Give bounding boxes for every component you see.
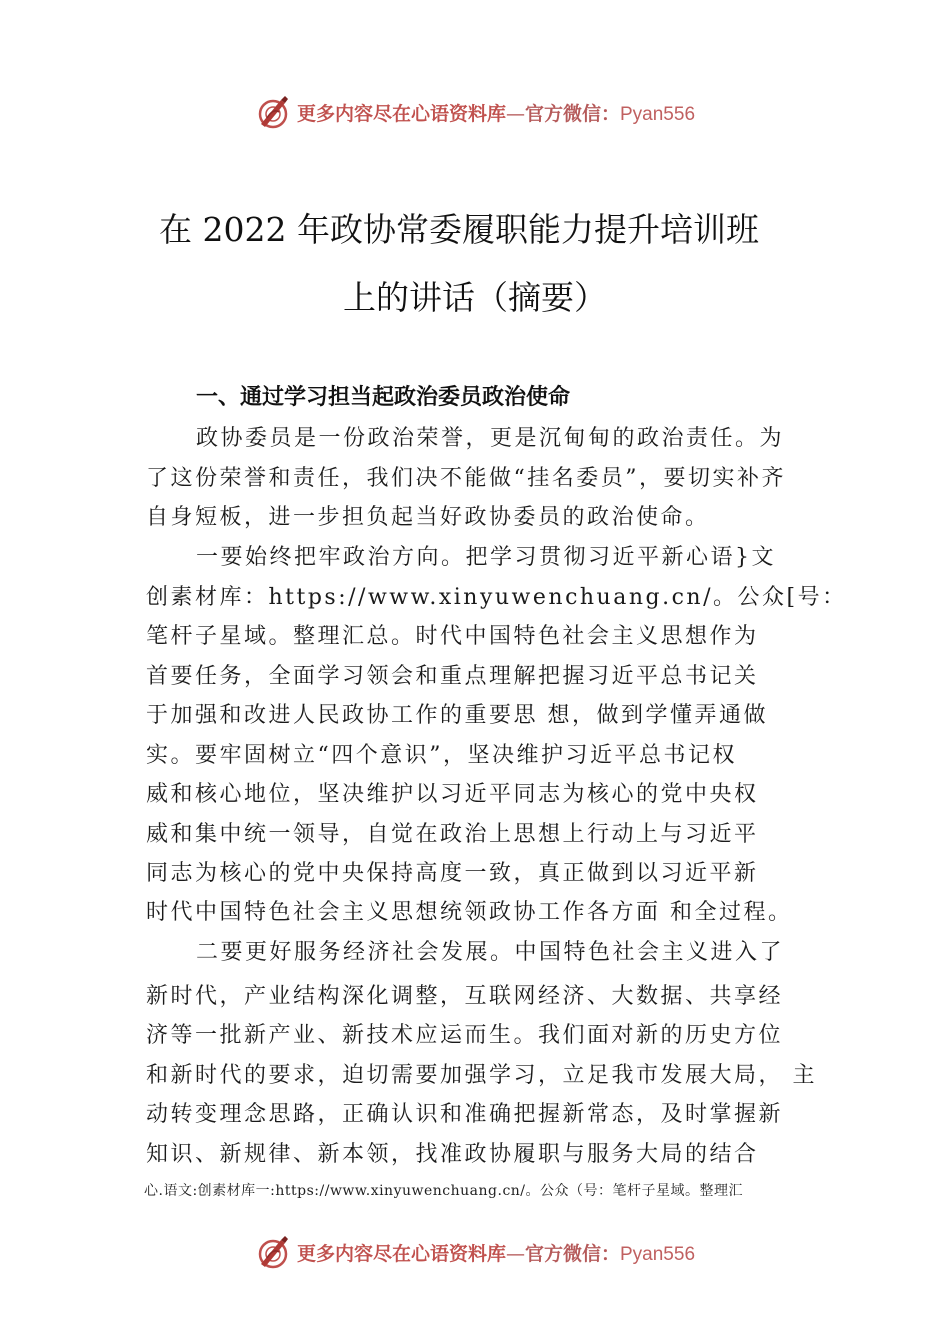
body-line: 创素材库：https://www.xinyuwenchuang.cn/。公众[号： (146, 585, 847, 610)
banner-wechat-label: 官方微信： (524, 102, 620, 125)
body-line: 威和集中统一领导，自觉在政治上思想上行动上与习近平 (146, 822, 759, 847)
pen-logo-icon (255, 1234, 291, 1270)
body-line: 首要任务，全面学习领会和重点理解把握习近平总书记关 (146, 664, 759, 689)
bottom-banner (0, 1232, 950, 1272)
body-line: 了这份荣誉和责任，我们决不能做“挂名委员”，要切实补齐 (146, 466, 786, 491)
banner-content (255, 1234, 695, 1270)
body-line: 二要更好服务经济社会发展。中国特色社会主义进入了 (196, 940, 785, 965)
banner-wechat-id: Pyan556 (620, 103, 696, 125)
pen-logo-icon (255, 94, 291, 130)
banner-text (297, 99, 695, 126)
body-line: 实。要牢固树立“四个意识”，坚决维护习近平总书记权 (146, 743, 737, 768)
banner-separator: — (505, 102, 525, 125)
banner-wechat-label: 官方微信： (524, 1242, 620, 1265)
document-title-line-2: 上的讲话（摘要） (343, 278, 607, 317)
body-line: 动转变理念思路，正确认识和准确把握新常态，及时掌握新 (146, 1102, 784, 1127)
body-line: 新时代，产业结构深化调整，互联网经济、大数据、共享经 (146, 984, 784, 1009)
banner-slogan: 更多内容尽在心语资料库 (296, 1242, 506, 1265)
body-line: 同志为核心的党中央保持高度一致，真正做到以习近平新 (146, 861, 759, 886)
body-line: 知识、新规律、新本领，找准政协履职与服务大局的结合 (146, 1142, 759, 1167)
banner-slogan: 更多内容尽在心语资料库 (296, 102, 506, 125)
banner-wechat-id: Pyan556 (620, 1243, 696, 1265)
banner-separator: — (505, 1242, 525, 1265)
body-line: 威和核心地位，坚决维护以习近平同志为核心的党中央权 (146, 782, 759, 807)
section-heading: 一、通过学习担当起政治委员政治使命 (196, 385, 571, 410)
body-line: 政协委员是一份政治荣誉，更是沉甸甸的政治责任。为 (196, 426, 785, 451)
footer-source-note: 心.语文:创素材库一:https://www.xinyuwenchuang.cn/。公众（号：笔杆子星域。整理汇 (144, 1183, 744, 1199)
body-line: 济等一批新产业、新技术应运而生。我们面对新的历史方位 (146, 1023, 784, 1048)
body-line: 于加强和改进人民政协工作的重要思 想，做到学懂弄通做 (146, 703, 768, 728)
body-line: 时代中国特色社会主义思想统领政协工作各方面 和全过程。 (146, 900, 793, 925)
body-line: 和新时代的要求，迫切需要加强学习，立足我市发展大局， 主 (146, 1063, 817, 1088)
body-line: 笔杆子星域。整理汇总。时代中国特色社会主义思想作为 (146, 624, 759, 649)
document-title-line-1: 在 2022 年政协常委履职能力提升培训班 (159, 210, 759, 249)
body-line: 一要始终把牢政治方向。把学习贯彻习近平新心语}文 (196, 545, 776, 570)
banner-content (255, 94, 695, 130)
top-banner (0, 92, 950, 132)
banner-text (297, 1239, 695, 1266)
body-line: 自身短板，进一步担负起当好政协委员的政治使命。 (146, 505, 710, 530)
